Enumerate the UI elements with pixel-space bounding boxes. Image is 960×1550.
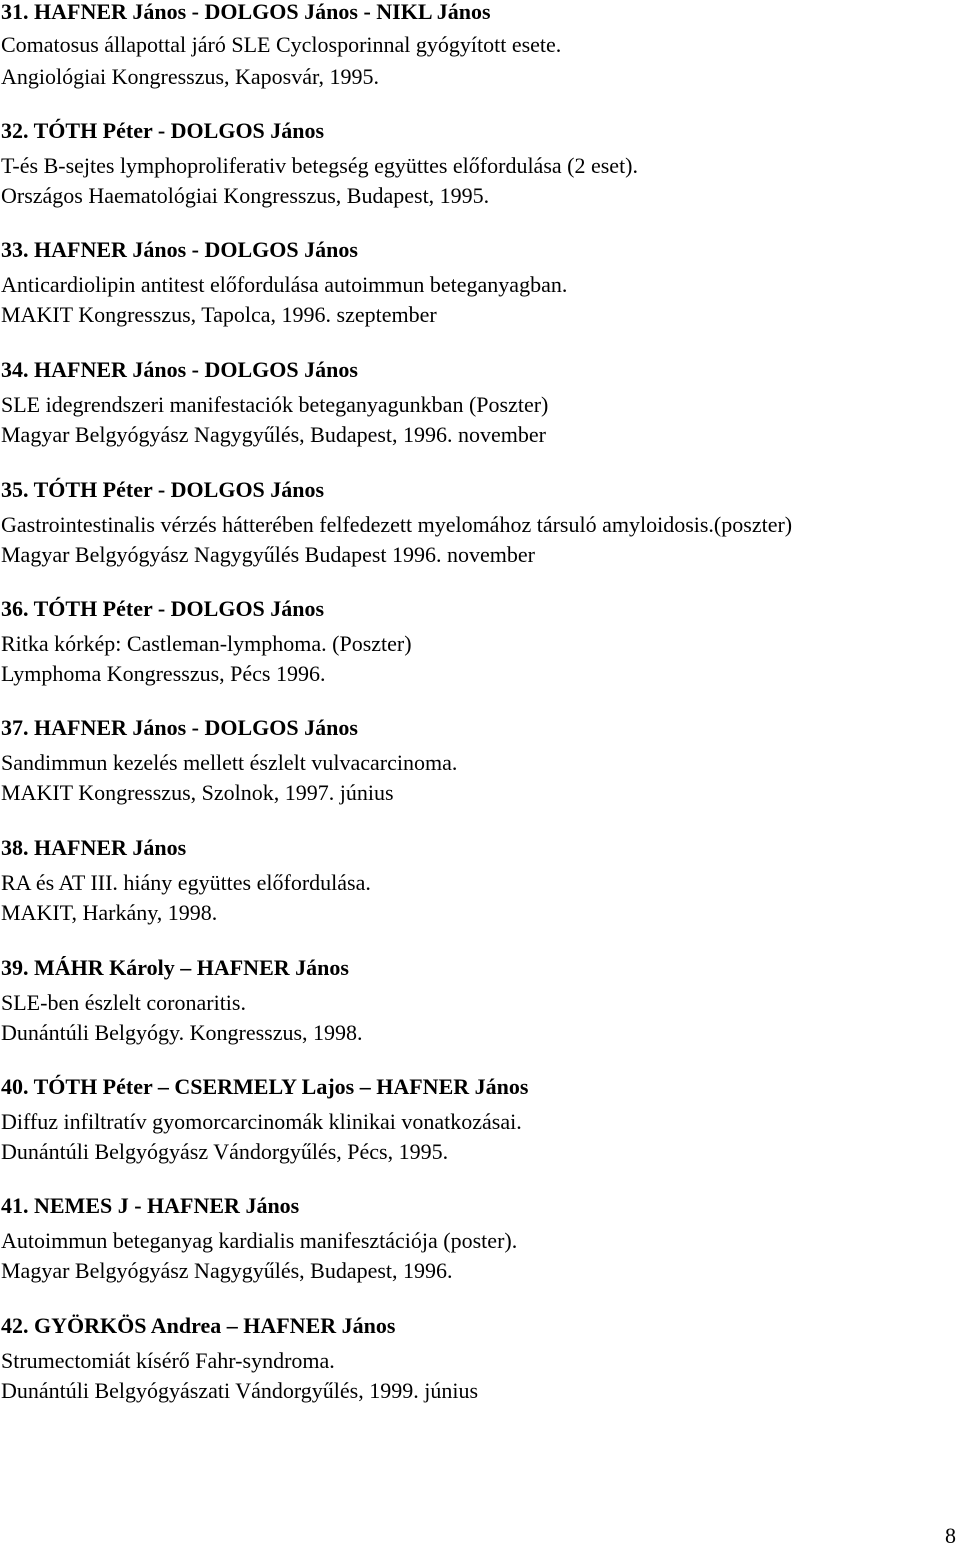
- entry-heading: 36. TÓTH Péter - DOLGOS János: [1, 596, 325, 621]
- entry-venue: MAKIT, Harkány, 1998.: [1, 900, 218, 925]
- publication-entry: [1, 956, 951, 1048]
- entry-title: Comatosus állapottal járó SLE Cyclosporinnal gyógyított esete.: [1, 32, 562, 57]
- entry-title: RA és AT III. hiány együttes előfordulása.: [1, 870, 371, 895]
- entry-venue: Dunántúli Belgyógy. Kongresszus, 1998.: [1, 1020, 363, 1045]
- entry-heading: 31. HAFNER János - DOLGOS János - NIKL János: [1, 0, 491, 24]
- entry-title: Sandimmun kezelés mellett észlelt vulvacarcinoma.: [1, 750, 458, 775]
- entry-title: T-és B-sejtes lymphoproliferativ betegség együttes előfordulása (2 eset).: [1, 153, 639, 178]
- entry-title: Gastrointestinalis vérzés hátterében felfedezett myelomához társuló amyloidosis.(poszter): [1, 512, 793, 537]
- entry-heading: 42. GYÖRKÖS Andrea – HAFNER János: [1, 1313, 396, 1338]
- entry-title: Autoimmun beteganyag kardialis manifesztációja (poster).: [1, 1228, 518, 1253]
- publication-entry: [1, 1314, 951, 1406]
- publication-entry: [1, 478, 951, 570]
- publication-entry: [1, 358, 951, 450]
- publication-entry: [1, 1075, 951, 1167]
- entry-venue: Magyar Belgyógyász Nagygyűlés, Budapest, 1996. november: [1, 422, 546, 447]
- publication-entry: [1, 238, 951, 330]
- entry-title: Strumectomiát kísérő Fahr-syndroma.: [1, 1348, 335, 1373]
- entry-heading: 39. MÁHR Károly – HAFNER János: [1, 955, 349, 980]
- entry-heading: 34. HAFNER János - DOLGOS János: [1, 357, 358, 382]
- entry-heading: 33. HAFNER János - DOLGOS János: [1, 237, 358, 262]
- entry-venue: Angiológiai Kongresszus, Kaposvár, 1995.: [1, 64, 379, 89]
- entry-venue: Magyar Belgyógyász Nagygyűlés Budapest 1996. november: [1, 542, 535, 567]
- entry-venue: MAKIT Kongresszus, Szolnok, 1997. június: [1, 780, 394, 805]
- entry-venue: Dunántúli Belgyógyászati Vándorgyűlés, 1999. június: [1, 1378, 479, 1403]
- entry-title: SLE idegrendszeri manifestaciók beteganyagunkban (Poszter): [1, 392, 549, 417]
- entry-venue: MAKIT Kongresszus, Tapolca, 1996. szeptember: [1, 302, 437, 327]
- entry-venue: Magyar Belgyógyász Nagygyűlés, Budapest, 1996.: [1, 1258, 453, 1283]
- entry-title: SLE-ben észlelt coronaritis.: [1, 990, 246, 1015]
- publication-entry: [1, 597, 951, 689]
- entry-venue: Dunántúli Belgyógyász Vándorgyűlés, Pécs, 1995.: [1, 1139, 449, 1164]
- entry-heading: 40. TÓTH Péter – CSERMELY Lajos – HAFNER János: [1, 1074, 529, 1099]
- publication-entry: [1, 836, 951, 928]
- entry-heading: 35. TÓTH Péter - DOLGOS János: [1, 477, 325, 502]
- entry-title: Anticardiolipin antitest előfordulása autoimmun beteganyagban.: [1, 272, 568, 297]
- entry-venue: Országos Haematológiai Kongresszus, Budapest, 1995.: [1, 183, 490, 208]
- entry-heading: 32. TÓTH Péter - DOLGOS János: [1, 118, 325, 143]
- entry-heading: 37. HAFNER János - DOLGOS János: [1, 715, 358, 740]
- publication-entry: [1, 0, 951, 93]
- entry-venue: Lymphoma Kongresszus, Pécs 1996.: [1, 661, 326, 686]
- publication-entry: [1, 716, 951, 808]
- entry-heading: 38. HAFNER János: [1, 835, 187, 860]
- publication-entry: [1, 1194, 951, 1286]
- publication-entry: [1, 119, 951, 211]
- page-number: 8: [945, 1523, 956, 1548]
- entry-title: Diffuz infiltratív gyomorcarcinomák klinikai vonatkozásai.: [1, 1109, 522, 1134]
- entry-title: Ritka kórkép: Castleman-lymphoma. (Poszter): [1, 631, 412, 656]
- entry-heading: 41. NEMES J - HAFNER János: [1, 1193, 300, 1218]
